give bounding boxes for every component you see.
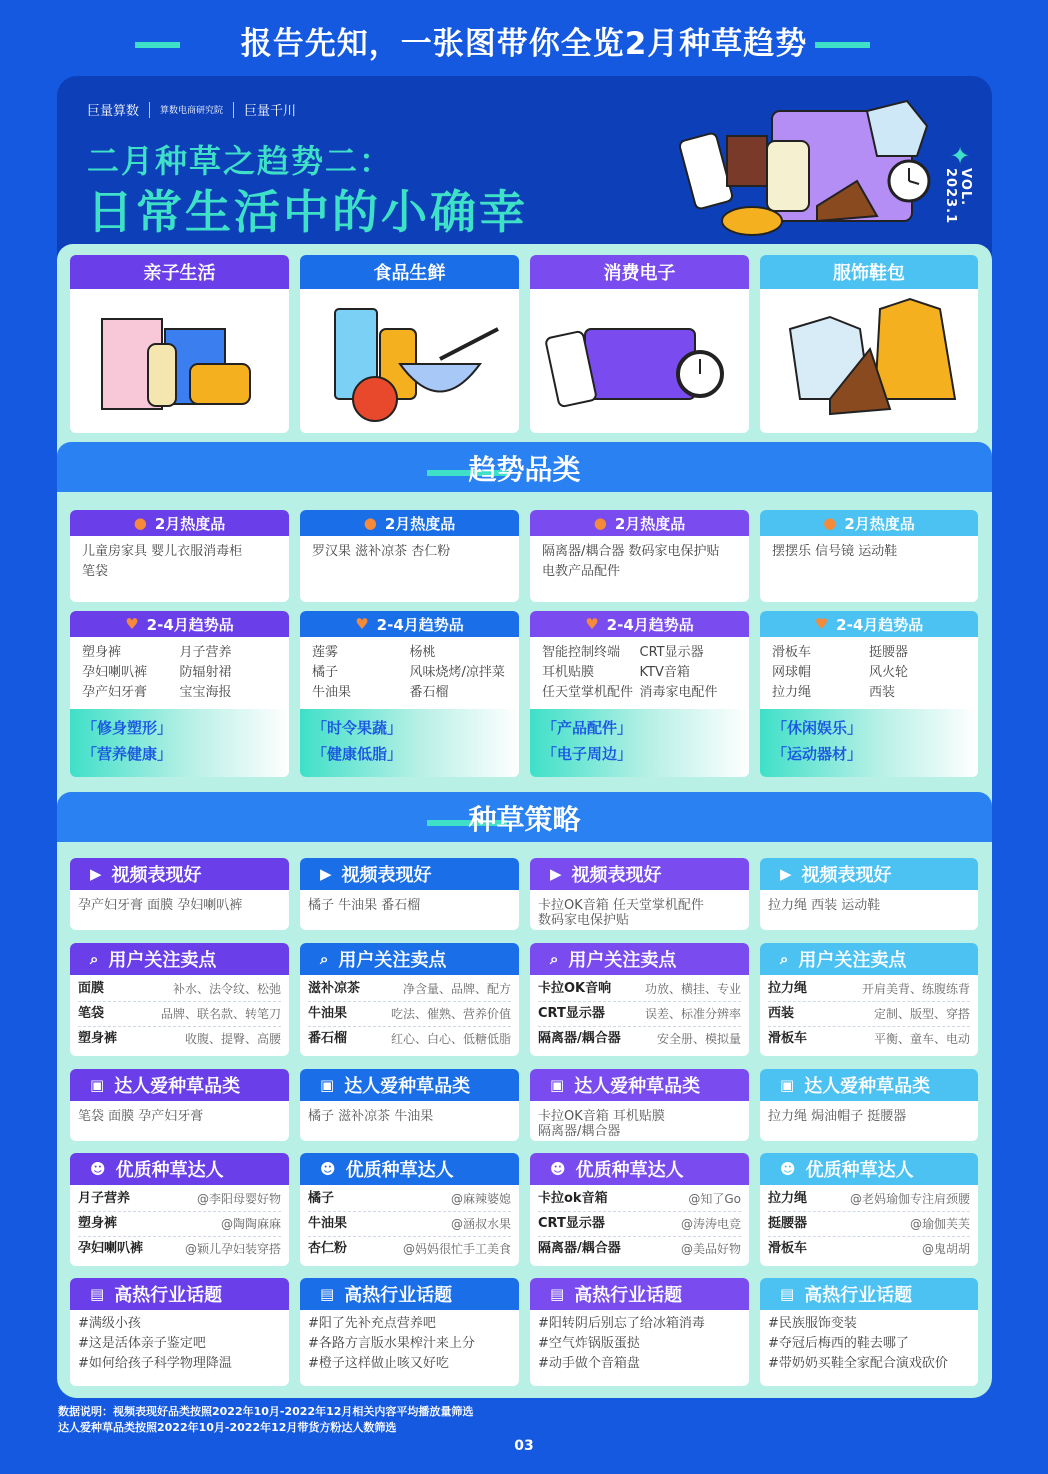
kol-card: [530, 1153, 749, 1266]
trend-items: [70, 637, 289, 709]
play-icon: ▶: [320, 865, 332, 883]
category-title: 食品生鲜: [300, 255, 519, 289]
fire-icon: ●: [823, 514, 837, 532]
kol-table: [530, 1185, 749, 1263]
trend-item: 橘子: [312, 665, 339, 680]
trend-item: 莲雾: [312, 645, 339, 660]
selling-table: [300, 975, 519, 1053]
tag-box: [760, 709, 978, 777]
trend-item: 风火轮: [869, 665, 909, 680]
table-row: [308, 1212, 511, 1237]
video-card: [70, 858, 289, 930]
kol-label: 优质种草达人: [345, 1160, 454, 1181]
volume-label: VOL. 2023.1: [943, 168, 973, 225]
row-value: @李阳母婴好物: [196, 1192, 281, 1206]
trend-card: [300, 611, 519, 777]
row-key: 卡拉ok音箱: [538, 1191, 608, 1206]
table-row: [538, 1212, 741, 1237]
search-icon: ⌕: [90, 950, 99, 968]
kol-header: [300, 1153, 519, 1185]
row-key: 隔离器/耦合器: [538, 1241, 621, 1256]
trend-item: 防辐射裙: [179, 665, 232, 680]
table-row: [78, 1237, 281, 1261]
user-icon: ☻: [780, 1160, 796, 1178]
logo-divider: [149, 102, 150, 118]
title-deco-right: [815, 42, 870, 48]
trend-item: KTV音箱: [639, 665, 690, 680]
search-icon: ⌕: [320, 950, 329, 968]
row-key: 面膜: [78, 981, 105, 996]
row-value: 补水、法令纹、松弛: [172, 982, 281, 996]
kol-category-card: [530, 1069, 749, 1141]
data-footnote: [58, 1404, 473, 1436]
trend-items: [300, 637, 519, 709]
topic-hashtag[interactable]: #夺冠后梅西的鞋去哪了: [768, 1336, 909, 1351]
table-row: [768, 1187, 970, 1212]
topic-label: 高热行业话题: [574, 1285, 683, 1306]
table-row: [308, 1002, 511, 1027]
topic-label: 高热行业话题: [114, 1285, 223, 1306]
category-card-apparel: [760, 255, 978, 433]
table-row: [538, 1237, 741, 1261]
hot-label: 2月热度品: [844, 514, 915, 533]
trend-header: [70, 611, 289, 637]
kol-header: [70, 1153, 289, 1185]
hot-header: [70, 510, 289, 536]
topic-hashtag[interactable]: #动手做个音箱盘: [538, 1356, 640, 1371]
trend-item: 孕妇喇叭裤: [82, 665, 148, 680]
hot-label: 2月热度品: [614, 514, 686, 533]
user-icon: ☻: [320, 1160, 336, 1178]
category-title: 服饰鞋包: [760, 255, 978, 289]
row-key: 卡拉OK音响: [538, 981, 612, 996]
selling-label: 用户关注卖点: [798, 950, 907, 971]
trend-label: 2-4月趋势品: [146, 615, 234, 634]
video-items: 橘子 牛油果 番石榴: [308, 898, 421, 913]
selling-table: [760, 975, 978, 1053]
video-card: [530, 858, 749, 930]
video-items: 孕产妇牙膏 面膜 孕妇喇叭裤: [78, 898, 243, 913]
video-label: 视频表现好: [341, 865, 432, 886]
kol-category-label: 达人爱种草品类: [114, 1076, 241, 1097]
hot-items: 儿童房家具 婴儿衣服消毒柜 笔袋: [82, 544, 243, 579]
kol-category-label: 达人爱种草品类: [344, 1076, 471, 1097]
kol-category-card: [70, 1069, 289, 1141]
kol-category-card: [760, 1069, 978, 1141]
heart-icon: ♥: [125, 615, 139, 633]
table-row: [538, 1027, 741, 1051]
electronics-icon: [530, 289, 749, 429]
trend-item: 耳机贴膜: [542, 665, 595, 680]
row-value: 净含量、品牌、配方: [402, 982, 511, 996]
trend-tag: 「运动器材」: [772, 745, 863, 763]
topic-card: [300, 1278, 519, 1386]
logo-juliang: 巨量算数: [87, 104, 140, 119]
footnote-line: 数据说明：视频表现好品类按照2022年10月-2022年12月相关内容平均播放量筛选: [58, 1405, 474, 1418]
tag-box: [70, 709, 289, 777]
row-key: 塑身裤: [78, 1216, 118, 1231]
trend-item: 番石榴: [409, 685, 449, 700]
row-key: 笔袋: [78, 1006, 105, 1021]
video-items: 拉力绳 西装 运动鞋: [768, 898, 881, 913]
shopping-bag-icon: ▣: [320, 1076, 335, 1094]
table-row: [538, 1002, 741, 1027]
row-value: @涵叔水果: [450, 1217, 511, 1231]
trend-card: [530, 611, 749, 777]
tag-box: [300, 709, 519, 777]
topic-header: [70, 1278, 289, 1310]
row-key: 牛油果: [308, 1216, 348, 1231]
topic-hashtag[interactable]: #橙子这样做止咳又好吃: [308, 1356, 449, 1371]
video-label: 视频表现好: [801, 865, 892, 886]
fire-icon: ●: [133, 514, 147, 532]
search-icon: ⌕: [550, 950, 559, 968]
topic-hashtag[interactable]: #民族服饰变装: [768, 1316, 857, 1331]
message-icon: ▤: [90, 1285, 105, 1303]
shopping-bag-icon: ▣: [90, 1076, 105, 1094]
kol-category-label: 达人爱种草品类: [574, 1076, 701, 1097]
logo-suanshu: 算数电商研究院: [160, 106, 224, 116]
topic-card: [530, 1278, 749, 1386]
video-header: [70, 858, 289, 890]
fire-icon: ●: [363, 514, 377, 532]
kol-table: [760, 1185, 978, 1263]
topic-hashtag[interactable]: #阳了先补充点营养吧: [308, 1316, 436, 1331]
table-row: [78, 1187, 281, 1212]
trend-item: 月子营养: [179, 645, 232, 660]
hero-subtitle: 二月种草之趋势二：: [87, 142, 394, 180]
row-value: 吃法、催熟、营养价值: [390, 1007, 511, 1021]
video-header: [760, 858, 978, 890]
trend-tag: 「休闲娱乐」: [772, 719, 863, 737]
trend-header: [530, 611, 749, 637]
tag-box: [530, 709, 749, 777]
table-row: [768, 977, 970, 1002]
row-value: @鬼胡胡: [921, 1242, 970, 1256]
hot-items: 摆摆乐 信号镜 运动鞋: [772, 544, 898, 559]
video-label: 视频表现好: [111, 865, 202, 886]
heart-icon: ♥: [355, 615, 369, 633]
heart-icon: ♥: [814, 615, 829, 633]
kol-category-header: [530, 1069, 749, 1101]
logo-divider: [233, 102, 234, 118]
trend-card: [70, 611, 289, 777]
row-key: 挺腰器: [768, 1216, 808, 1231]
selling-label: 用户关注卖点: [108, 950, 217, 971]
row-key: 番石榴: [308, 1031, 348, 1046]
video-header: [530, 858, 749, 890]
topic-hashtag[interactable]: #各路方言版水果榨汁来上分: [308, 1336, 475, 1351]
food-icon: [300, 289, 519, 429]
trend-item: 塑身裤: [82, 645, 122, 660]
trend-section-header: [57, 442, 992, 492]
row-value: 开肩美背、练腹练背: [861, 982, 970, 996]
message-icon: ▤: [550, 1285, 565, 1303]
table-row: [78, 1027, 281, 1051]
row-value: @知了Go: [688, 1192, 741, 1206]
kol-category-items: 笔袋 面膜 孕产妇牙膏: [78, 1109, 204, 1124]
trend-item: 孕产妇牙膏: [82, 685, 148, 700]
row-key: 隔离器/耦合器: [538, 1031, 621, 1046]
message-icon: ▤: [780, 1285, 795, 1303]
user-icon: ☻: [550, 1160, 566, 1178]
row-key: 橘子: [308, 1191, 335, 1206]
topic-card: [760, 1278, 978, 1386]
row-key: 西装: [768, 1006, 795, 1021]
topic-label: 高热行业话题: [344, 1285, 453, 1306]
strategy-section-title: 种草策略: [468, 803, 581, 836]
topic-header: [530, 1278, 749, 1310]
trend-label: 2-4月趋势品: [836, 615, 924, 634]
kol-category-card: [300, 1069, 519, 1141]
row-key: 滋补凉茶: [308, 981, 361, 996]
selling-label: 用户关注卖点: [568, 950, 677, 971]
hot-card: [70, 510, 289, 602]
video-items: 卡拉OK音箱 任天堂掌机配件 数码家电保护贴: [538, 898, 704, 928]
trend-tag: 「时令果蔬」: [312, 719, 403, 737]
user-icon: ☻: [90, 1160, 106, 1178]
kol-table: [70, 1185, 289, 1263]
heart-icon: ♥: [585, 615, 599, 633]
baby-products-icon: [70, 289, 289, 429]
trend-item: 任天堂掌机配件: [542, 685, 634, 700]
page-title: 报告先知，一张图带你全览2月种草趋势: [240, 26, 808, 62]
hot-card: [530, 510, 749, 602]
selling-header: [70, 943, 289, 975]
row-value: 红心、白心、低糖低脂: [390, 1032, 511, 1046]
trend-item: 牛油果: [312, 685, 352, 700]
trend-tag: 「健康低脂」: [312, 745, 403, 763]
table-row: [538, 1187, 741, 1212]
hot-label: 2月热度品: [384, 514, 456, 533]
message-icon: ▤: [320, 1285, 335, 1303]
trend-item: 智能控制终端: [542, 645, 621, 660]
kol-label: 优质种草达人: [805, 1160, 914, 1181]
trend-item: 滑板车: [772, 645, 812, 660]
row-key: 滑板车: [768, 1241, 808, 1256]
kol-header: [760, 1153, 978, 1185]
row-key: 拉力绳: [768, 1191, 808, 1206]
topic-header: [300, 1278, 519, 1310]
selling-card: [300, 943, 519, 1056]
trend-item: 宝宝海报: [179, 685, 232, 700]
row-value: 误差、标准分辨率: [644, 1007, 741, 1021]
table-row: [78, 977, 281, 1002]
trend-card: [760, 611, 978, 777]
topic-hashtag[interactable]: #满级小孩: [78, 1316, 141, 1331]
category-title: 消费电子: [530, 255, 749, 289]
play-icon: ▶: [90, 865, 102, 883]
row-value: 平衡、童车、电动: [873, 1032, 970, 1046]
video-card: [300, 858, 519, 930]
topic-list: [70, 1310, 289, 1378]
shopping-bag-icon: ▣: [780, 1076, 795, 1094]
table-row: [308, 1187, 511, 1212]
selling-header: [760, 943, 978, 975]
hot-card: [760, 510, 978, 602]
row-key: 孕妇喇叭裤: [78, 1241, 144, 1256]
table-row: [308, 977, 511, 1002]
trend-tag: 「电子周边」: [542, 745, 633, 763]
topic-list: [530, 1310, 749, 1378]
kol-header: [530, 1153, 749, 1185]
topic-label: 高热行业话题: [804, 1285, 913, 1306]
row-value: @妈妈很忙手工美食: [402, 1242, 511, 1256]
title-deco-left: [135, 42, 180, 48]
hot-items: 隔离器/耦合器 数码家电保护贴 电教产品配件: [542, 544, 720, 579]
trend-item: 挺腰器: [869, 645, 909, 660]
trend-tag: 「修身塑形」: [82, 719, 173, 737]
strategy-section-header: [57, 792, 992, 842]
play-icon: ▶: [550, 865, 562, 883]
kol-category-header: [760, 1069, 978, 1101]
hot-items: 罗汉果 滋补凉茶 杏仁粉: [312, 544, 451, 559]
category-title: 亲子生活: [70, 255, 289, 289]
kol-category-items: 橘子 滋补凉茶 牛油果: [308, 1109, 434, 1124]
selling-card: [70, 943, 289, 1056]
trend-header: [760, 611, 978, 637]
row-value: 品牌、联名款、转笔刀: [160, 1007, 281, 1021]
search-icon: ⌕: [780, 950, 789, 968]
row-key: 塑身裤: [78, 1031, 118, 1046]
table-row: [768, 1237, 970, 1261]
hero-illustration: [677, 86, 937, 246]
kol-card: [70, 1153, 289, 1266]
selling-header: [530, 943, 749, 975]
fire-icon: ●: [593, 514, 607, 532]
trend-section-title: 趋势品类: [468, 453, 581, 486]
row-value: @涛涛电竞: [680, 1217, 741, 1231]
selling-table: [530, 975, 749, 1053]
kol-card: [300, 1153, 519, 1266]
shopping-bag-icon: ▣: [550, 1076, 565, 1094]
logo-qianchuan: 巨量千川: [244, 104, 297, 119]
trend-items: [530, 637, 749, 709]
row-key: 牛油果: [308, 1006, 348, 1021]
kol-table: [300, 1185, 519, 1263]
trend-tag: 「营养健康」: [82, 745, 173, 763]
row-value: @麻辣婆媳: [450, 1192, 511, 1206]
row-value: 功放、横挂、专业: [644, 982, 741, 996]
video-card: [760, 858, 978, 930]
kol-label: 优质种草达人: [115, 1160, 224, 1181]
trend-tag: 「产品配件」: [542, 719, 633, 737]
table-row: [78, 1212, 281, 1237]
selling-table: [70, 975, 289, 1053]
selling-header: [300, 943, 519, 975]
sparkle-icon: ✦: [950, 142, 971, 170]
row-key: 杏仁粉: [308, 1241, 348, 1256]
hot-card: [300, 510, 519, 602]
category-card-electronics: [530, 255, 749, 433]
kol-category-items: 卡拉OK音箱 耳机贴膜 隔离器/耦合器: [538, 1109, 665, 1139]
apparel-icon: [760, 289, 978, 429]
row-key: 月子营养: [78, 1191, 131, 1206]
trend-label: 2-4月趋势品: [606, 615, 694, 634]
kol-category-header: [300, 1069, 519, 1101]
kol-label: 优质种草达人: [575, 1160, 684, 1181]
topic-hashtag[interactable]: #带奶奶买鞋全家配合演戏砍价: [768, 1356, 948, 1371]
table-row: [768, 1002, 970, 1027]
kol-category-label: 达人爱种草品类: [804, 1076, 931, 1097]
row-key: CRT显示器: [538, 1006, 605, 1021]
trend-item: CRT显示器: [639, 645, 704, 660]
hero-banner: [57, 76, 992, 246]
row-value: 安全册、模拟量: [656, 1032, 741, 1046]
kol-category-items: 拉力绳 焗油帽子 挺腰器: [768, 1109, 907, 1124]
row-value: @颖儿孕妇装穿搭: [184, 1242, 281, 1256]
table-row: [308, 1027, 511, 1051]
row-value: @陶陶麻麻: [220, 1217, 281, 1231]
page-number: 03: [514, 1438, 534, 1454]
selling-label: 用户关注卖点: [338, 950, 447, 971]
hot-header: [530, 510, 749, 536]
video-header: [300, 858, 519, 890]
footnote-line: 达人爱种草品类按照2022年10月-2022年12月带货方粉达人数筛选: [58, 1421, 397, 1434]
row-value: @瑜伽芙芙: [909, 1217, 970, 1231]
table-row: [308, 1237, 511, 1261]
video-label: 视频表现好: [571, 865, 662, 886]
hero-title: 日常生活中的小确幸: [87, 185, 528, 239]
trend-item: 消毒家电配件: [639, 685, 718, 700]
row-value: @老妈瑜伽专注肩颈腰: [849, 1192, 970, 1206]
topic-card: [70, 1278, 289, 1386]
trend-item: 杨桃: [409, 645, 436, 660]
topic-hashtag[interactable]: #空气炸锅版蛋挞: [538, 1336, 640, 1351]
logo-bar: [87, 100, 296, 119]
play-icon: ▶: [780, 865, 792, 883]
hot-header: [760, 510, 978, 536]
table-row: [768, 1027, 970, 1051]
topic-hashtag[interactable]: #如何给孩子科学物理降温: [78, 1356, 232, 1371]
kol-category-header: [70, 1069, 289, 1101]
hot-header: [300, 510, 519, 536]
trend-item: 西装: [869, 685, 896, 700]
hot-label: 2月热度品: [154, 514, 226, 533]
table-row: [768, 1212, 970, 1237]
row-value: 定制、版型、穿搭: [873, 1007, 970, 1021]
row-key: 拉力绳: [768, 981, 808, 996]
topic-hashtag[interactable]: #这是活体亲子鉴定吧: [78, 1336, 206, 1351]
trend-label: 2-4月趋势品: [376, 615, 464, 634]
category-card-food: [300, 255, 519, 433]
table-row: [78, 1002, 281, 1027]
selling-card: [760, 943, 978, 1056]
topic-list: [300, 1310, 519, 1378]
trend-item: 网球帽: [772, 665, 812, 680]
topic-header: [760, 1278, 978, 1310]
row-key: 滑板车: [768, 1031, 808, 1046]
trend-items: [760, 637, 978, 709]
topic-list: [760, 1310, 978, 1378]
row-value: @美品好物: [680, 1242, 741, 1256]
row-value: 收腹、提臀、高腰: [184, 1032, 281, 1046]
table-row: [538, 977, 741, 1002]
row-key: CRT显示器: [538, 1216, 605, 1231]
trend-header: [300, 611, 519, 637]
topic-hashtag[interactable]: #阳转阴后别忘了给冰箱消毒: [538, 1316, 705, 1331]
trend-item: 风味烧烤/凉拌菜: [409, 665, 505, 680]
selling-card: [530, 943, 749, 1056]
kol-card: [760, 1153, 978, 1266]
trend-item: 拉力绳: [772, 685, 812, 700]
category-card-parenting: [70, 255, 289, 433]
